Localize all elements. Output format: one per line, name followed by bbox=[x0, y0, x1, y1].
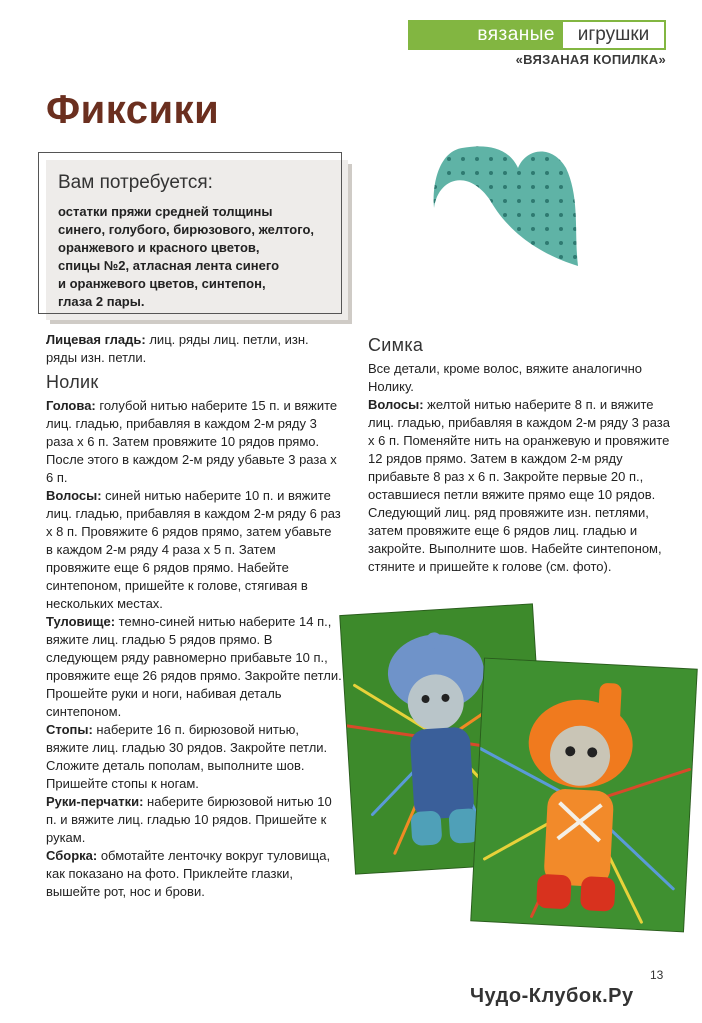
materials-line: глаза 2 пары. bbox=[58, 294, 145, 309]
lic-paragraph bbox=[46, 331, 342, 367]
materials-line: оранжевого и красного цветов, bbox=[58, 240, 260, 255]
section-tag bbox=[408, 20, 666, 50]
site-watermark: Чудо-Клубок.Ру bbox=[470, 985, 634, 1007]
simka-hair-text: желтой нитью наберите 8 п. и вяжите лиц. гладью, прибавляя в каждом 2-м ряду 3 раза х 6 п. Поменяйте нить на оранжевую и провяжите 12 рядов прямо. Затем в каждом 2-м ряду прибавьте 8 раз х 6 п. Закройте первые 20 п., оставшиеся петли вяжите прямо еще 10 рядов. Следующий лиц. ряд провяжите изн. петлями, затем провяжите еще 6 рядов лиц. гладью и закройте. Выполните шов. Набейте синтепоном, стяните и пришейте к голове (см. фото). bbox=[368, 397, 670, 574]
gloves-paragraph bbox=[46, 793, 342, 847]
photo-simka bbox=[471, 659, 696, 932]
assembly-paragraph bbox=[46, 847, 342, 901]
assembly-label: Сборка: bbox=[46, 848, 98, 863]
simka-hair-paragraph bbox=[368, 396, 674, 576]
page-number: 13 bbox=[650, 968, 664, 982]
section-tag-left: вязаные bbox=[408, 20, 563, 50]
page-title: Фиксики bbox=[46, 88, 220, 132]
materials-list bbox=[58, 203, 348, 311]
gloves-label: Руки-перчатки: bbox=[46, 794, 144, 809]
body-paragraph bbox=[46, 613, 342, 721]
simka-doll-image bbox=[471, 659, 696, 932]
section-subtitle: «ВЯЗАНАЯ КОПИЛКА» bbox=[515, 52, 666, 67]
hair-label: Волосы: bbox=[46, 488, 102, 503]
feet-text: наберите 16 п. бирюзовой нитью, вяжите лиц. гладью 30 рядов. Закройте петли. Сложите деталь пополам, выполните шов. Пришейте стопы к ногам. bbox=[46, 722, 328, 791]
lic-text: лиц. ряды лиц. петли, изн. ряды изн. петли. bbox=[46, 332, 309, 365]
body-text: темно-синей нитью наберите 14 п., вяжите лиц. гладью 5 рядов прямо. В следующем ряду равномерно прибавьте 10 п., провяжите еще 26 рядов прямо. Закройте петли. Прошейте руки и ноги, набивая деталь синтепоном. bbox=[46, 614, 342, 719]
materials-heading: Вам потребуется: bbox=[58, 172, 213, 193]
head-text: голубой нитью наберите 15 п. и вяжите лиц. гладью, прибавляя в каждом 2-м ряду 3 раза х 6 п. Затем провяжите 10 рядов прямо. После этого в каждом 2-м ряду убавьте 3 раза х 6 п. bbox=[46, 398, 338, 485]
simka-hair-label: Волосы: bbox=[368, 397, 424, 412]
materials-line: синего, голубого, бирюзового, желтого, bbox=[58, 222, 315, 237]
simka-heading: Симка bbox=[368, 335, 424, 355]
materials-line: и оранжевого цветов, синтепон, bbox=[58, 276, 266, 291]
head-paragraph bbox=[46, 397, 342, 487]
lic-label: Лицевая гладь: bbox=[46, 332, 146, 347]
feet-label: Стопы: bbox=[46, 722, 93, 737]
gloves-text: наберите бирюзовой нитью 10 п. и вяжите лиц. гладью 10 рядов. Пришейте к рукам. bbox=[46, 794, 332, 845]
nolik-heading: Нолик bbox=[46, 372, 99, 392]
body-label: Туловище: bbox=[46, 614, 116, 629]
hair-paragraph bbox=[46, 487, 342, 613]
assembly-text: обмотайте ленточку вокруг туловища, как показано на фото. Приклейте глазки, вышейте рот, нос и брови. bbox=[46, 848, 331, 899]
feet-paragraph bbox=[46, 721, 342, 793]
head-label: Голова: bbox=[46, 398, 96, 413]
materials-line: остатки пряжи средней толщины bbox=[58, 204, 273, 219]
hair-text: синей нитью наберите 10 п. и вяжите лиц. гладью, прибавляя в каждом 2-м ряду 6 раз х 8 п. Провяжите 6 рядов прямо, затем убавьте в каждом 2-м ряду 4 раза х 5 п. Затем провяжите еще 6 рядов прямо. Набейте синтепоном, пришейте к голове, стягивая в нескольких местах. bbox=[46, 488, 341, 611]
materials-line: спицы №2, атласная лента синего bbox=[58, 258, 280, 273]
simka-intro: Все детали, кроме волос, вяжите аналогично Нолику. bbox=[368, 361, 643, 394]
section-tag-right: игрушки bbox=[563, 20, 666, 50]
right-column bbox=[368, 330, 674, 576]
left-column bbox=[46, 331, 342, 901]
heart-icon bbox=[428, 138, 588, 278]
